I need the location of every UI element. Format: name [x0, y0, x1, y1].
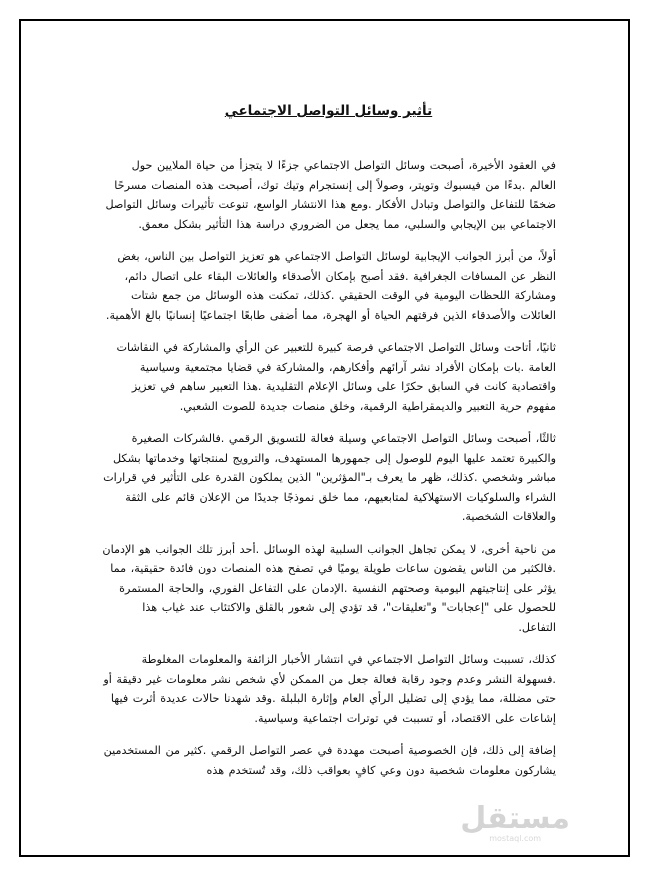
paragraph-negatives: من ناحية أخرى، لا يمكن تجاهل الجوانب السلبية لهذه الوسائل .أحد أبرز تلك الجوانب هو الإدمان .فالكثير من الناس يقضون ساعات طويلة يوميًا في تصفح هذه المنصات دون فائدة حقيقية، مما يؤثر على إنتاجيتهم اليومية وصحتهم النفسية .الإدمان على التفاعل الفوري، والحاجة المستمرة للحصول على "إعجابات" و"تعليقات"، قد تؤدي إلى شعور بالقلق والاكتئاب عند غياب هذا التفاعل. — [102, 542, 556, 634]
watermark-domain: mostaql.com — [489, 834, 542, 843]
paragraph-misinformation: كذلك، تسببت وسائل التواصل الاجتماعي في انتشار الأخبار الزائفة والمعلومات المغلوطة .فسهولة النشر وعدم وجود رقابة فعالة جعل من الممكن لأي شخص نشر معلومات غير دقيقة أو حتى مضللة، مما يؤدي إلى تضليل الرأي العام وإثارة البلبلة .وقد شهدنا حالات عديدة أثرت فيها إشاعات على الاقتصاد، أو تسببت في توترات اجتماعية وسياسية. — [103, 653, 556, 725]
paragraph-second: ثانيًا، أتاحت وسائل التواصل الاجتماعي فرصة كبيرة للتعبير عن الرأي والمشاركة في النقاشات العامة .بات بإمكان الأفراد نشر آرائهم وأفكارهم، والمشاركة في قضايا مجتمعية وسياسية واقتصادية كانت في السابق حكرًا على وسائل الإعلام التقليدية .هذا التعبير ساهم في تعزيز مفهوم حرية التعبير والديمقراطية الرقمية، وخلق منصات جديدة للصوت الشعبي. — [116, 341, 556, 413]
watermark-logo-text: مستقل — [460, 801, 570, 836]
document-body — [101, 21, 556, 780]
mostaql-watermark — [460, 801, 570, 843]
paragraph-first: أولاً، من أبرز الجوانب الإيجابية لوسائل التواصل الاجتماعي هو تعزيز التواصل بين الناس، بغض النظر عن المسافات الجغرافية .فقد أصبح بإمكان الأصدقاء والعائلات البقاء على اتصال دائم، ومشاركة اللحظات اليومية في الوقت الحقيقي .كذلك، تمكنت هذه الوسائل من جمع شتات العائلات والأصدقاء الذين فرقتهم الحياة أو الهجرة، مما أضفى طابعًا اجتماعيًا إنسانيًا بالغ الأهمية. — [105, 250, 556, 322]
paragraph-intro: في العقود الأخيرة، أصبحت وسائل التواصل الاجتماعي جزءًا لا يتجزأ من حياة الملايين حول العالم .بدءًا من فيسبوك وتويتر، وصولاً إلى إنستجرام وتيك توك، أصبحت هذه المنصات مسرحًا ضخمًا للتفاعل والتواصل وتبادل الأفكار .ومع هذا الانتشار الواسع، تنوعت تأثيرات وسائل التواصل الاجتماعي بين الإيجابي والسلبي، مما يجعل من الضروري دراسة هذا التأثير بشكل معمق. — [105, 159, 556, 231]
paragraph-third: ثالثًا، أصبحت وسائل التواصل الاجتماعي وسيلة فعالة للتسويق الرقمي .فالشركات الصغيرة والكبيرة تعتمد عليها اليوم للوصول إلى جمهورها المستهدف، والترويج لمنتجاتها وخدماتها بشكل مباشر وشخصي .كذلك، ظهر ما يعرف بـ"المؤثرين" الذين يملكون القدرة على التأثير في قرارات الشراء والسلوكيات الاستهلاكية لمتابعيهم، مما خلق نموذجًا جديدًا من الإعلان قائم على الثقة والعلاقات الشخصية. — [103, 432, 556, 523]
document-page — [19, 19, 630, 857]
document-title: تأثير وسائل التواصل الاجتماعي — [224, 103, 433, 119]
paragraph-privacy: إضافة إلى ذلك، فإن الخصوصية أصبحت مهددة في عصر التواصل الرقمي .كثير من المستخدمين يشاركون معلومات شخصية دون وعي كافٍ بعواقب ذلك، وقد تُستخدم هذه — [103, 744, 556, 777]
